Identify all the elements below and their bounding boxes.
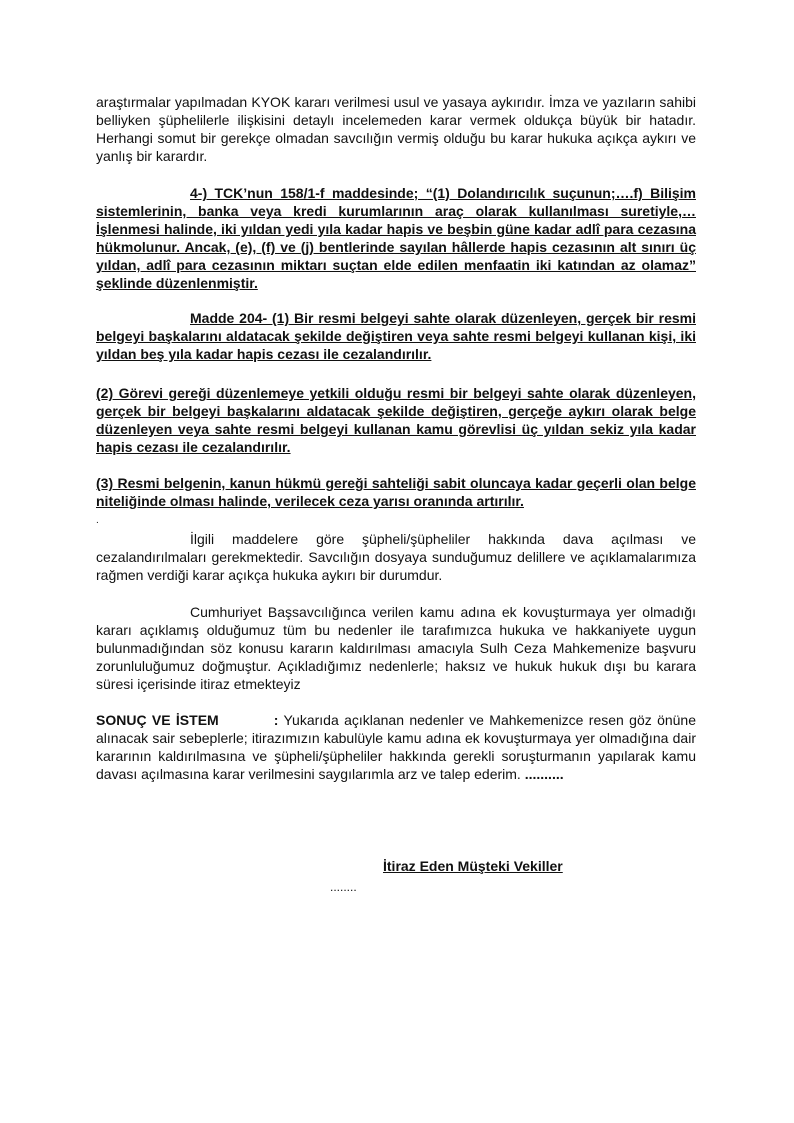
stray-mark: .	[96, 515, 99, 526]
paragraph-kyok-decision: araştırmalar yapılmadan KYOK kararı verilmesi usul ve yasaya aykırıdır. İmza ve yazıların sahibi belliyken şüphelilerle ilişkisini detaylı incelemeden karar vermek oldukça büyük bir hatadır. Herhangi somut bir gerekçe olmadan savcılığın vermiş olduğu bu karar hukuka açıkça aykırı ve yanlış bir karardır.	[96, 94, 696, 164]
paragraph-madde-204-3: (3) Resmi belgenin, kanun hükmü gereği sahteliği sabit oluncaya kadar geçerli olan belge niteliğinde olması halinde, verilecek ceza yarısı oranında artırılır.	[96, 475, 696, 509]
paragraph-relevant-articles: İlgili maddelere göre şüpheli/şüpheliler hakkında dava açılması ve cezalandırılmaları gerekmektedir. Savcılığın dosyaya sunduğumuz delillere ve açıklamalarımıza rağmen verdiği karar açıkça hukuka aykırı bir durumdur.	[96, 531, 696, 583]
paragraph-madde-204-2: (2) Görevi gereği düzenlemeye yetkili olduğu resmi bir belgeyi sahte olarak düzenleyen, gerçek bir belgeyi başkalarını aldatacak şekilde değiştiren, gerçeğe aykırı olarak belge düzenleyen veya sahte resmi belgeyi kullanan kamu görevlisi üç yıldan sekiz yıla kadar hapis cezası ile cezalandırılır.	[96, 385, 696, 455]
paragraph-madde-204-1: Madde 204- (1) Bir resmi belgeyi sahte olarak düzenleyen, gerçek bir resmi belgeyi başkalarını aldatacak şekilde değiştiren veya sahte resmi belgeyi kullanan kişi, iki yıldan beş yıla kadar hapis cezası ile cezalandırılır.	[96, 310, 696, 362]
conclusion-dots: ..........	[524, 766, 564, 782]
signature-dots: ........	[330, 880, 357, 894]
conclusion-colon: :	[273, 712, 279, 728]
paragraph-tck-158: 4-) TCK’nun 158/1-f maddesinde; “(1) Dolandırıcılık suçunun;….f) Bilişim sistemlerinin, banka veya kredi kurumlarının araç olarak kullanılması suretiyle,…İşlenmesi halinde, iki yıldan yedi yıla kadar hapis ve beşbin güne kadar adlî para cezasına hükmolunur. Ancak, (e), (f) ve (j) bentlerinde sayılan hâllerde hapis cezasının alt sınırı üç yıldan, adlî para cezasının miktarı suçtan elde edilen menfaatin iki katından az olamaz” şeklinde düzenlenmiştir.	[96, 185, 696, 291]
conclusion-heading: SONUÇ VE İSTEM	[96, 712, 219, 728]
conclusion-paragraph	[96, 711, 696, 783]
conclusion-text: Yukarıda açıklanan nedenler ve Mahkemenizce resen göz önüne alınacak sair sebeplerle; itirazımızın kabulüyle kamu adına ek kovuşturmaya yer olmadığına dair kararının kaldırılmasına ve şüpheli/şüpheliler hakkında gerekli soruşturmanın yapılarak kamu davası açılmasına karar verilmesini saygılarımla arz ve talep ederim.	[96, 712, 696, 782]
paragraph-prosecution-decision: Cumhuriyet Başsavcılığınca verilen kamu adına ek kovuşturmaya yer olmadığı kararı açıklamış olduğumuz tüm bu nedenler ile tarafımızca hukuka ve hakkaniyete uygun bulunmadığından söz konusu kararın kaldırılması amacıyla Sulh Ceza Mahkemenize başvuru zorunluluğumuz doğmuştur. Açıkladığımız nedenlerle; haksız ve hukuk hukuk dışı bu karara süresi içerisinde itiraz etmekteyiz	[96, 604, 696, 692]
signature-label: İtiraz Eden Müşteki Vekiller	[383, 858, 563, 874]
